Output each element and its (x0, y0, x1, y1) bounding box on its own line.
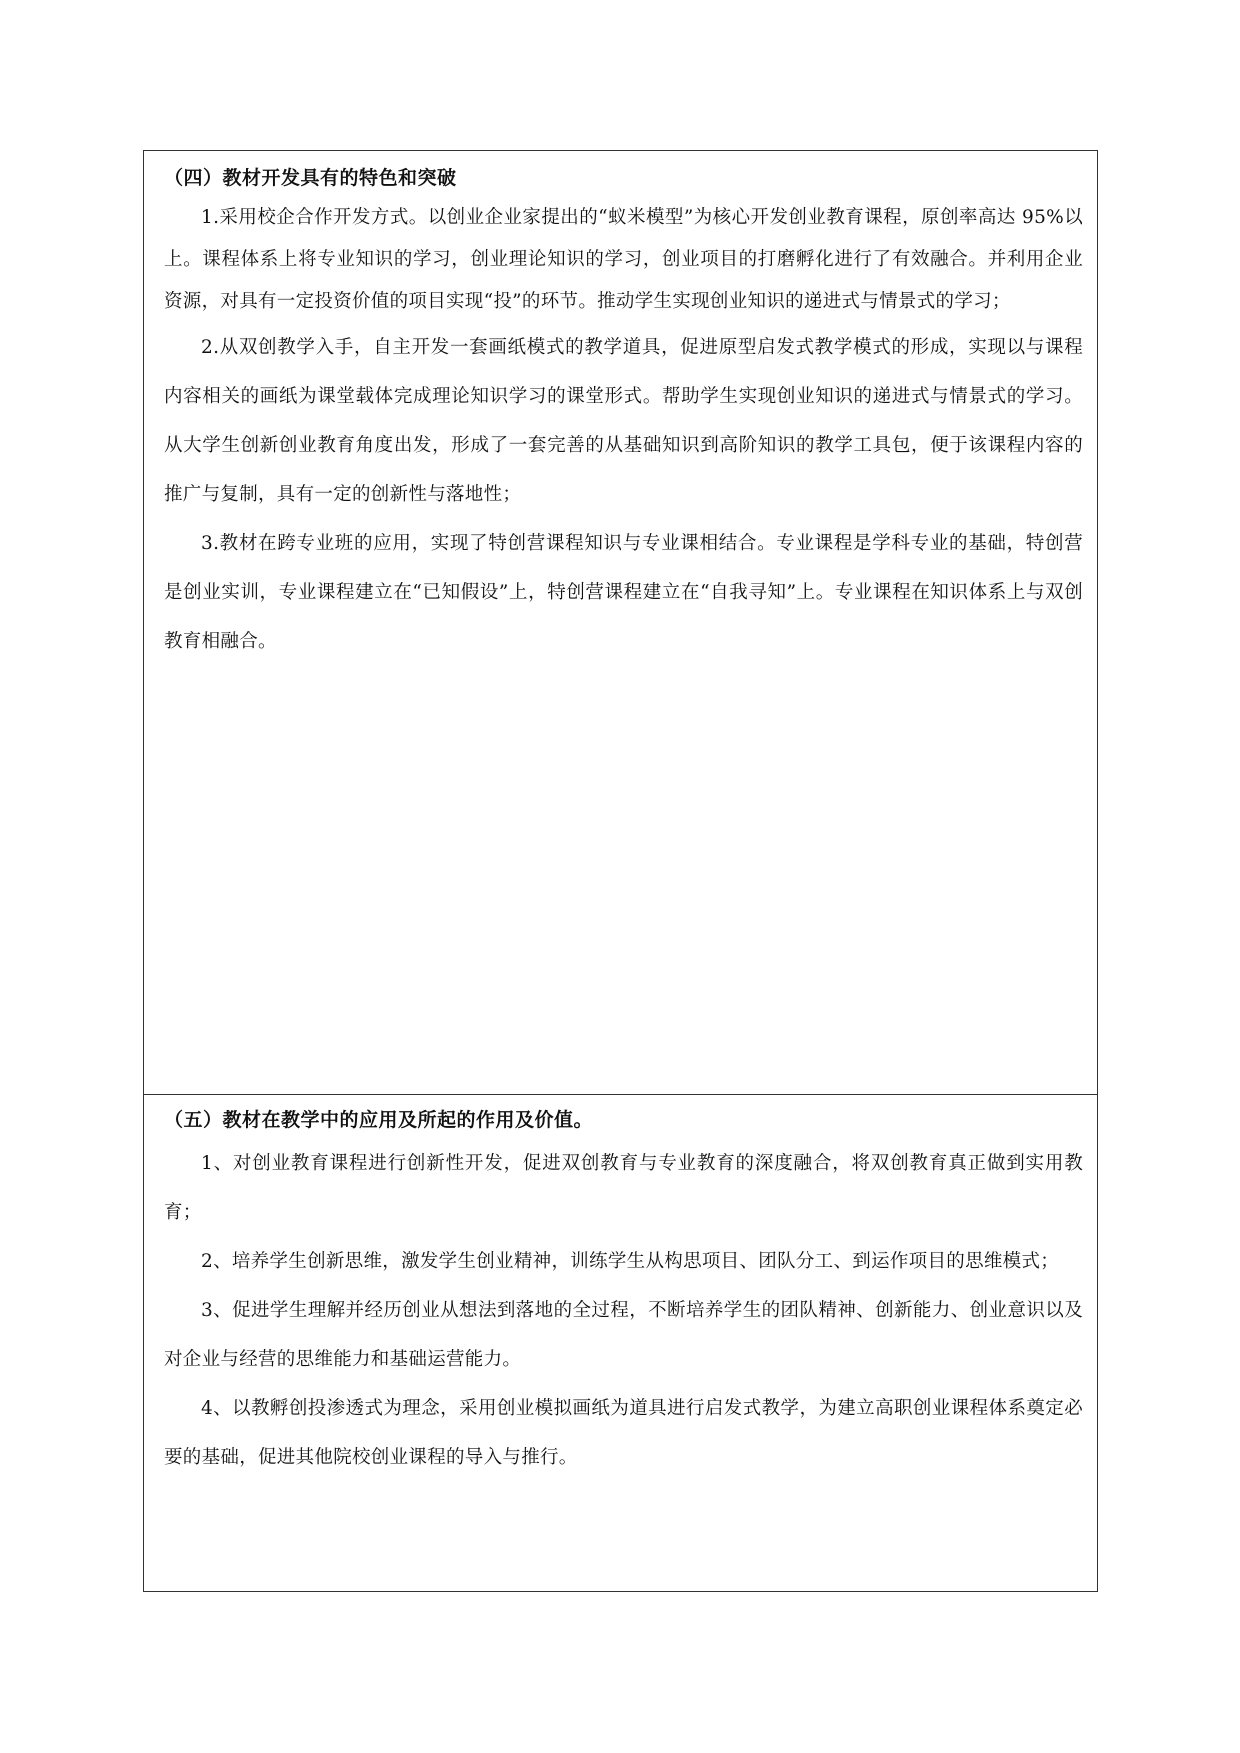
paragraph: 4、以教孵创投渗透式为理念，采用创业模拟画纸为道具进行启发式教学，为建立高职创业课程体系奠定必要的基础，促进其他院校创业课程的导入与推行。 (164, 1398, 1083, 1468)
section-heading: （五）教材在教学中的应用及所起的作用及价值。 (164, 1109, 594, 1131)
paragraph: 2、培养学生创新思维，激发学生创业精神，训练学生从构思项目、团队分工、到运作项目的思维模式； (201, 1251, 1060, 1272)
paragraph: 2.从双创教学入手，自主开发一套画纸模式的教学道具，促进原型启发式教学模式的形成，实现以与课程内容相关的画纸为课堂载体完成理论知识学习的课堂形式。帮助学生实现创业知识的递进式与情景式的学习。从大学生创新创业教育角度出发，形成了一套完善的从基础知识到高阶知识的教学工具包，便于该课程内容的推广与复制，具有一定的创新性与落地性； (164, 337, 1083, 505)
paragraph: 1、对创业教育课程进行创新性开发，促进双创教育与专业教育的深度融合，将双创教育真正做到实用教育； (164, 1153, 1083, 1223)
paragraph: 3.教材在跨专业班的应用，实现了特创营课程知识与专业课相结合。专业课程是学科专业的基础，特创营是创业实训，专业课程建立在“已知假设”上，特创营课程建立在“自我寻知”上。专业课程在知识体系上与双创教育相融合。 (164, 533, 1083, 652)
section-heading: （四）教材开发具有的特色和突破 (164, 167, 457, 189)
section-features-breakthroughs (144, 151, 1097, 1095)
paragraph: 3、促进学生理解并经历创业从想法到落地的全过程，不断培养学生的团队精神、创新能力、创业意识以及对企业与经营的思维能力和基础运营能力。 (164, 1300, 1083, 1370)
section-application-value (144, 1095, 1097, 1591)
paragraph: 1.采用校企合作开发方式。以创业企业家提出的“蚁米模型”为核心开发创业教育课程，原创率高达 95%以上。课程体系上将专业知识的学习，创业理论知识的学习，创业项目的打磨孵化进行了有效融合。并利用企业资源，对具有一定投资价值的项目实现“投”的环节。推动学生实现创业知识的递进式与情景式的学习； (164, 207, 1083, 312)
form-table (143, 150, 1098, 1592)
